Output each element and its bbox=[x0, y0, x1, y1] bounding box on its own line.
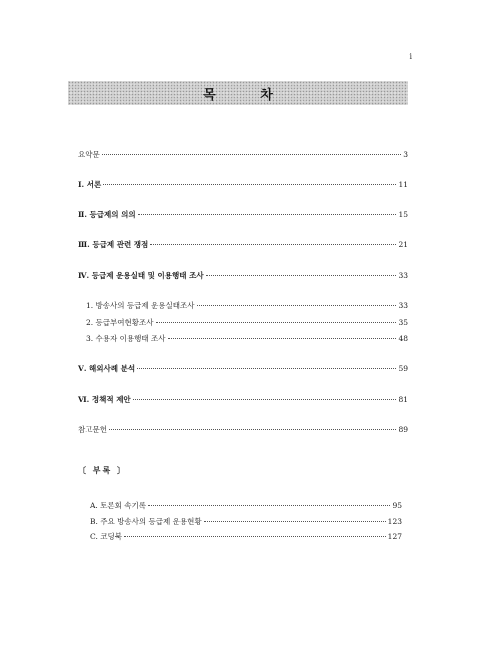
toc-label: Ⅲ. 등급제 관련 쟁점 bbox=[78, 240, 149, 249]
toc-entry-chapter-3 bbox=[78, 240, 408, 250]
toc-label: Ⅵ. 정책적 제안 bbox=[78, 395, 131, 404]
toc-label: 1. 방송사의 등급제 운용실태조사 bbox=[86, 301, 195, 310]
toc-entry-references bbox=[78, 425, 408, 435]
toc-page: 59 bbox=[398, 364, 408, 373]
toc-page: 48 bbox=[398, 334, 408, 343]
toc-page: 15 bbox=[398, 210, 408, 219]
toc-label: 3. 수용자 이용행태 조사 bbox=[86, 334, 166, 343]
dot-leader bbox=[138, 214, 397, 215]
toc-entry-section-4-2 bbox=[86, 318, 408, 328]
toc-entry-chapter-5 bbox=[78, 364, 408, 374]
appendix-entry-a bbox=[90, 501, 402, 511]
toc-page: 127 bbox=[387, 532, 402, 541]
dot-leader bbox=[133, 399, 397, 400]
toc-page: 11 bbox=[398, 180, 408, 189]
toc-label: Ⅰ. 서론 bbox=[78, 180, 102, 189]
toc-label: B. 주요 방송사의 등급제 운용현황 bbox=[90, 517, 202, 526]
toc-entry-chapter-2 bbox=[78, 210, 408, 220]
toc-label: 2. 등급부여현황조사 bbox=[86, 318, 154, 327]
toc-entry-section-4-3 bbox=[86, 334, 408, 344]
title-banner bbox=[68, 81, 408, 105]
toc-page: 35 bbox=[398, 318, 408, 327]
toc-page: 81 bbox=[398, 395, 408, 404]
toc-page: 3 bbox=[403, 150, 408, 159]
dot-leader bbox=[124, 536, 386, 537]
toc-entry-section-4-1 bbox=[86, 301, 408, 311]
toc-label: A. 토론회 속기록 bbox=[90, 501, 147, 510]
appendix-entry-c bbox=[90, 532, 402, 542]
toc-label: Ⅱ. 등급제의 의의 bbox=[78, 210, 136, 219]
dot-leader bbox=[103, 184, 396, 185]
toc-page: 33 bbox=[398, 301, 408, 310]
dot-leader bbox=[150, 244, 396, 245]
toc-page: 21 bbox=[398, 240, 408, 249]
dot-leader bbox=[109, 429, 396, 430]
dot-leader bbox=[137, 368, 396, 369]
page-title: 목 차 bbox=[203, 87, 293, 103]
toc-page: 33 bbox=[398, 271, 408, 280]
toc-page: 89 bbox=[398, 425, 408, 434]
dot-leader bbox=[206, 275, 397, 276]
toc-page: 123 bbox=[387, 517, 402, 526]
appendix-entry-b bbox=[90, 517, 402, 527]
toc-label: C. 코딩북 bbox=[90, 532, 122, 541]
toc-entry-chapter-4 bbox=[78, 271, 408, 281]
appendix-heading: 〔 부록 〕 bbox=[78, 466, 128, 475]
toc-entry-chapter-6 bbox=[78, 395, 408, 405]
dot-leader bbox=[102, 154, 401, 155]
toc-label: 참고문헌 bbox=[78, 425, 107, 434]
dot-leader bbox=[168, 338, 397, 339]
page-number: i bbox=[409, 52, 412, 61]
toc-entry-chapter-1 bbox=[78, 180, 408, 190]
dot-leader bbox=[204, 521, 386, 522]
toc-label: Ⅴ. 해외사례 분석 bbox=[78, 364, 136, 373]
dot-leader bbox=[156, 322, 397, 323]
toc-entry-summary bbox=[78, 150, 408, 160]
dot-leader bbox=[148, 505, 390, 506]
dot-leader bbox=[197, 305, 397, 306]
toc-label: 요약문 bbox=[78, 150, 100, 159]
toc-label: Ⅳ. 등급제 운용실태 및 이용행태 조사 bbox=[78, 271, 204, 280]
toc-page: 95 bbox=[392, 501, 402, 510]
